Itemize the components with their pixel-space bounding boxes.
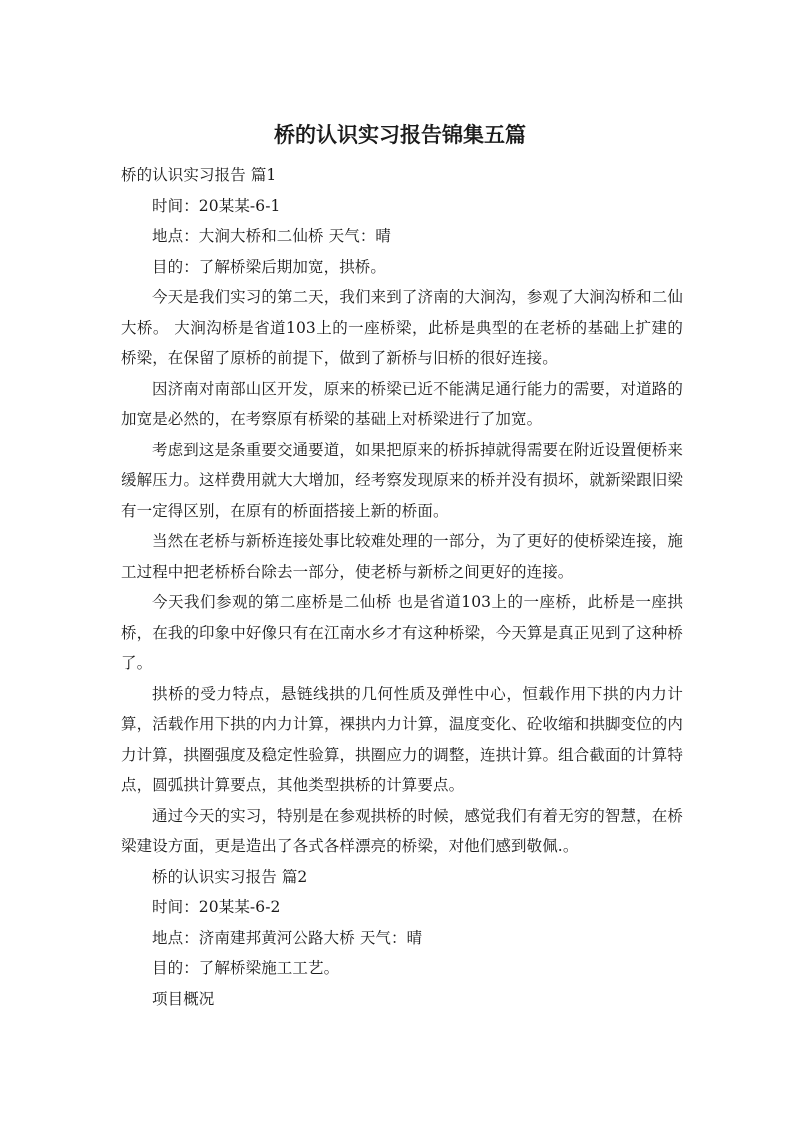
paragraph: 桥的认识实习报告 篇2 xyxy=(152,867,308,886)
document-body xyxy=(121,160,683,1014)
paragraph: 目的：了解桥梁后期加宽，拱桥。 xyxy=(152,257,387,276)
paragraph: 今天是我们实习的第二天，我们来到了济南的大涧沟，参观了大涧沟桥和二仙大桥。 大涧沟桥是省道103上的一座桥梁，此桥是典型的在老桥的基础上扩建的桥梁，在保留了原桥的前提下，做到了新桥与旧桥的很好连接。 xyxy=(121,288,683,367)
paragraph: 拱桥的受力特点，悬链线拱的几何性质及弹性中心，恒载作用下拱的内力计算，活载作用下拱的内力计算，裸拱内力计算，温度变化、砼收缩和拱脚变位的内力计算，拱圈强度及稳定性验算，拱圈应力的调整，连拱计算。组合截面的计算特点，圆弧拱计算要点，其他类型拱桥的计算要点。 xyxy=(121,684,683,794)
document-title: 桥的认识实习报告锦集五篇 xyxy=(274,123,526,147)
paragraph: 项目概况 xyxy=(152,989,215,1008)
paragraph: 考虑到这是条重要交通要道，如果把原来的桥拆掉就得需要在附近设置便桥来缓解压力。这样费用就大大增加，经考察发现原来的桥并没有损坏，就新梁跟旧梁有一定得区别，在原有的桥面搭接上新的桥面。 xyxy=(121,440,683,520)
paragraph: 当然在老桥与新桥连接处事比较难处理的一部分，为了更好的使桥梁连接，施工过程中把老桥桥台除去一部分，使老桥与新桥之间更好的连接。 xyxy=(121,532,683,581)
paragraph: 目的：了解桥梁施工工艺。 xyxy=(152,959,340,977)
paragraph: 通过今天的实习，特别是在参观拱桥的时候，感觉我们有着无穷的智慧，在桥梁建设方面，更是造出了各式各样漂亮的桥梁，对他们感到敬佩.。 xyxy=(121,806,683,855)
paragraph: 时间：20某某-6-1 xyxy=(152,196,281,215)
paragraph: 今天我们参观的第二座桥是二仙桥 也是省道103上的一座桥，此桥是一座拱桥，在我的印象中好像只有在江南水乡才有这种桥梁，今天算是真正见到了这种桥了。 xyxy=(121,593,683,672)
paragraph: 地点：济南建邦黄河公路大桥 天气：晴 xyxy=(152,928,423,947)
paragraph: 地点：大涧大桥和二仙桥 天气：晴 xyxy=(152,227,392,245)
paragraph: 时间：20某某-6-2 xyxy=(152,898,281,916)
paragraph: 因济南对南部山区开发，原来的桥梁已近不能满足通行能力的需要，对道路的加宽是必然的，在考察原有桥梁的基础上对桥梁进行了加宽。 xyxy=(121,379,683,428)
paragraph: 桥的认识实习报告 篇1 xyxy=(121,166,277,184)
